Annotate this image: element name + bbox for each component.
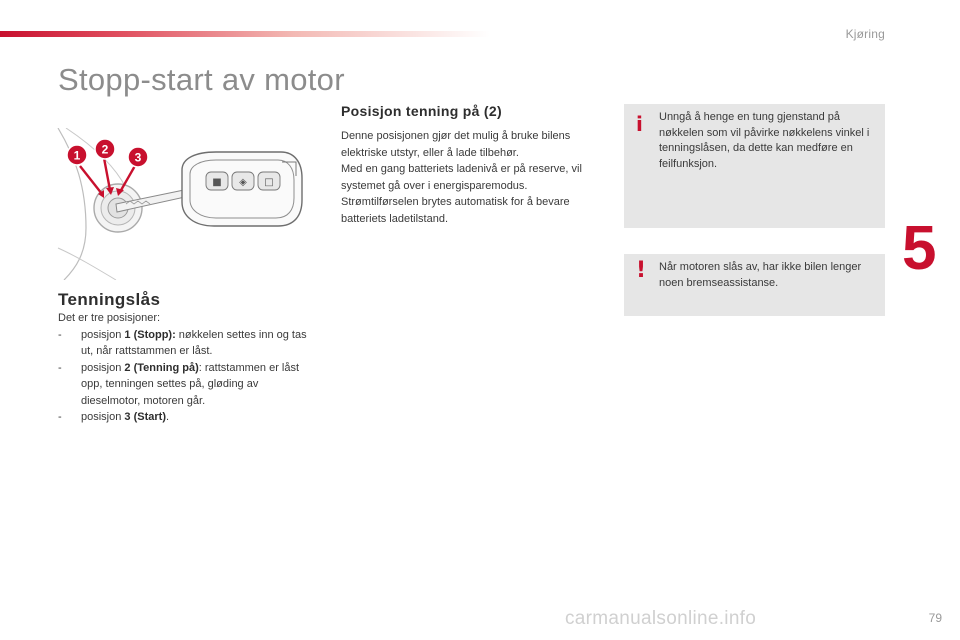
- list-dash: -: [58, 411, 62, 423]
- page-number: 79: [928, 611, 942, 625]
- section-name: Kjøring: [845, 27, 885, 41]
- warning-icon: !: [636, 258, 647, 283]
- svg-text:2: 2: [101, 142, 109, 157]
- svg-text:◈: ◈: [239, 177, 247, 188]
- svg-text:3: 3: [134, 150, 142, 165]
- warning-note-text: Når motoren slås av, har ikke bilen lenger noen bremseassistanse.: [659, 261, 862, 289]
- position-item-1: - posisjon 1 (Stopp): nøkkelen settes inn og tas ut, når rattstammen er låst.: [58, 328, 307, 357]
- svg-text:■: ■: [212, 177, 222, 188]
- posisjon-tenning-body: [341, 128, 603, 227]
- watermark: carmanualsonline.info: [565, 608, 757, 629]
- info-note: [624, 104, 885, 228]
- posisjon-tenning-heading: Posisjon tenning på (2): [341, 103, 502, 119]
- marker-1: [67, 145, 87, 165]
- svg-text:□: □: [264, 177, 274, 188]
- key-fob: [182, 152, 302, 226]
- tenningslas-heading: Tenningslås: [58, 290, 161, 309]
- tenningslas-intro: Det er tre posisjoner:: [58, 312, 161, 324]
- info-icon: i: [636, 112, 643, 136]
- list-dash: -: [58, 328, 62, 341]
- chapter-number: 5: [902, 214, 937, 283]
- ignition-key-illustration: [56, 128, 314, 280]
- position-label: 2 (Tenning på): [124, 361, 199, 374]
- marker-3: [128, 147, 148, 167]
- paragraph: Denne posisjonen gjør det mulig å bruke bilens elektriske utstyr, eller å lade tilbehør.: [341, 130, 571, 159]
- position-item-3: - posisjon 3 (Start).: [58, 409, 320, 426]
- list-dash: -: [58, 361, 62, 374]
- page-title: Stopp-start av motor: [58, 62, 345, 97]
- position-label: 3 (Start): [124, 411, 166, 423]
- info-note-text: Unngå å henge en tung gjenstand på nøkkelen som vil påvirke nøkkelens vinkel i tenningslåsen, da dette kan medføre en feilfunksjon.: [659, 111, 870, 170]
- paragraph: Med en gang batteriets ladenivå er på reserve, vil systemet gå over i energisparemodus.: [341, 163, 582, 192]
- svg-text:1: 1: [73, 148, 81, 163]
- tenningslas-body: [58, 310, 320, 426]
- position-item-2: - posisjon 2 (Tenning på): rattstammen er låst opp, tenningen settes på, gløding av dieselmotor, motoren går.: [58, 361, 300, 407]
- header-accent-bar: [0, 31, 490, 37]
- position-label: 1 (Stopp):: [124, 328, 176, 341]
- paragraph: Strømtilførselen brytes automatisk for å bevare batteriets ladetilstand.: [341, 196, 570, 225]
- marker-2: [95, 139, 115, 159]
- warning-note: [624, 254, 885, 316]
